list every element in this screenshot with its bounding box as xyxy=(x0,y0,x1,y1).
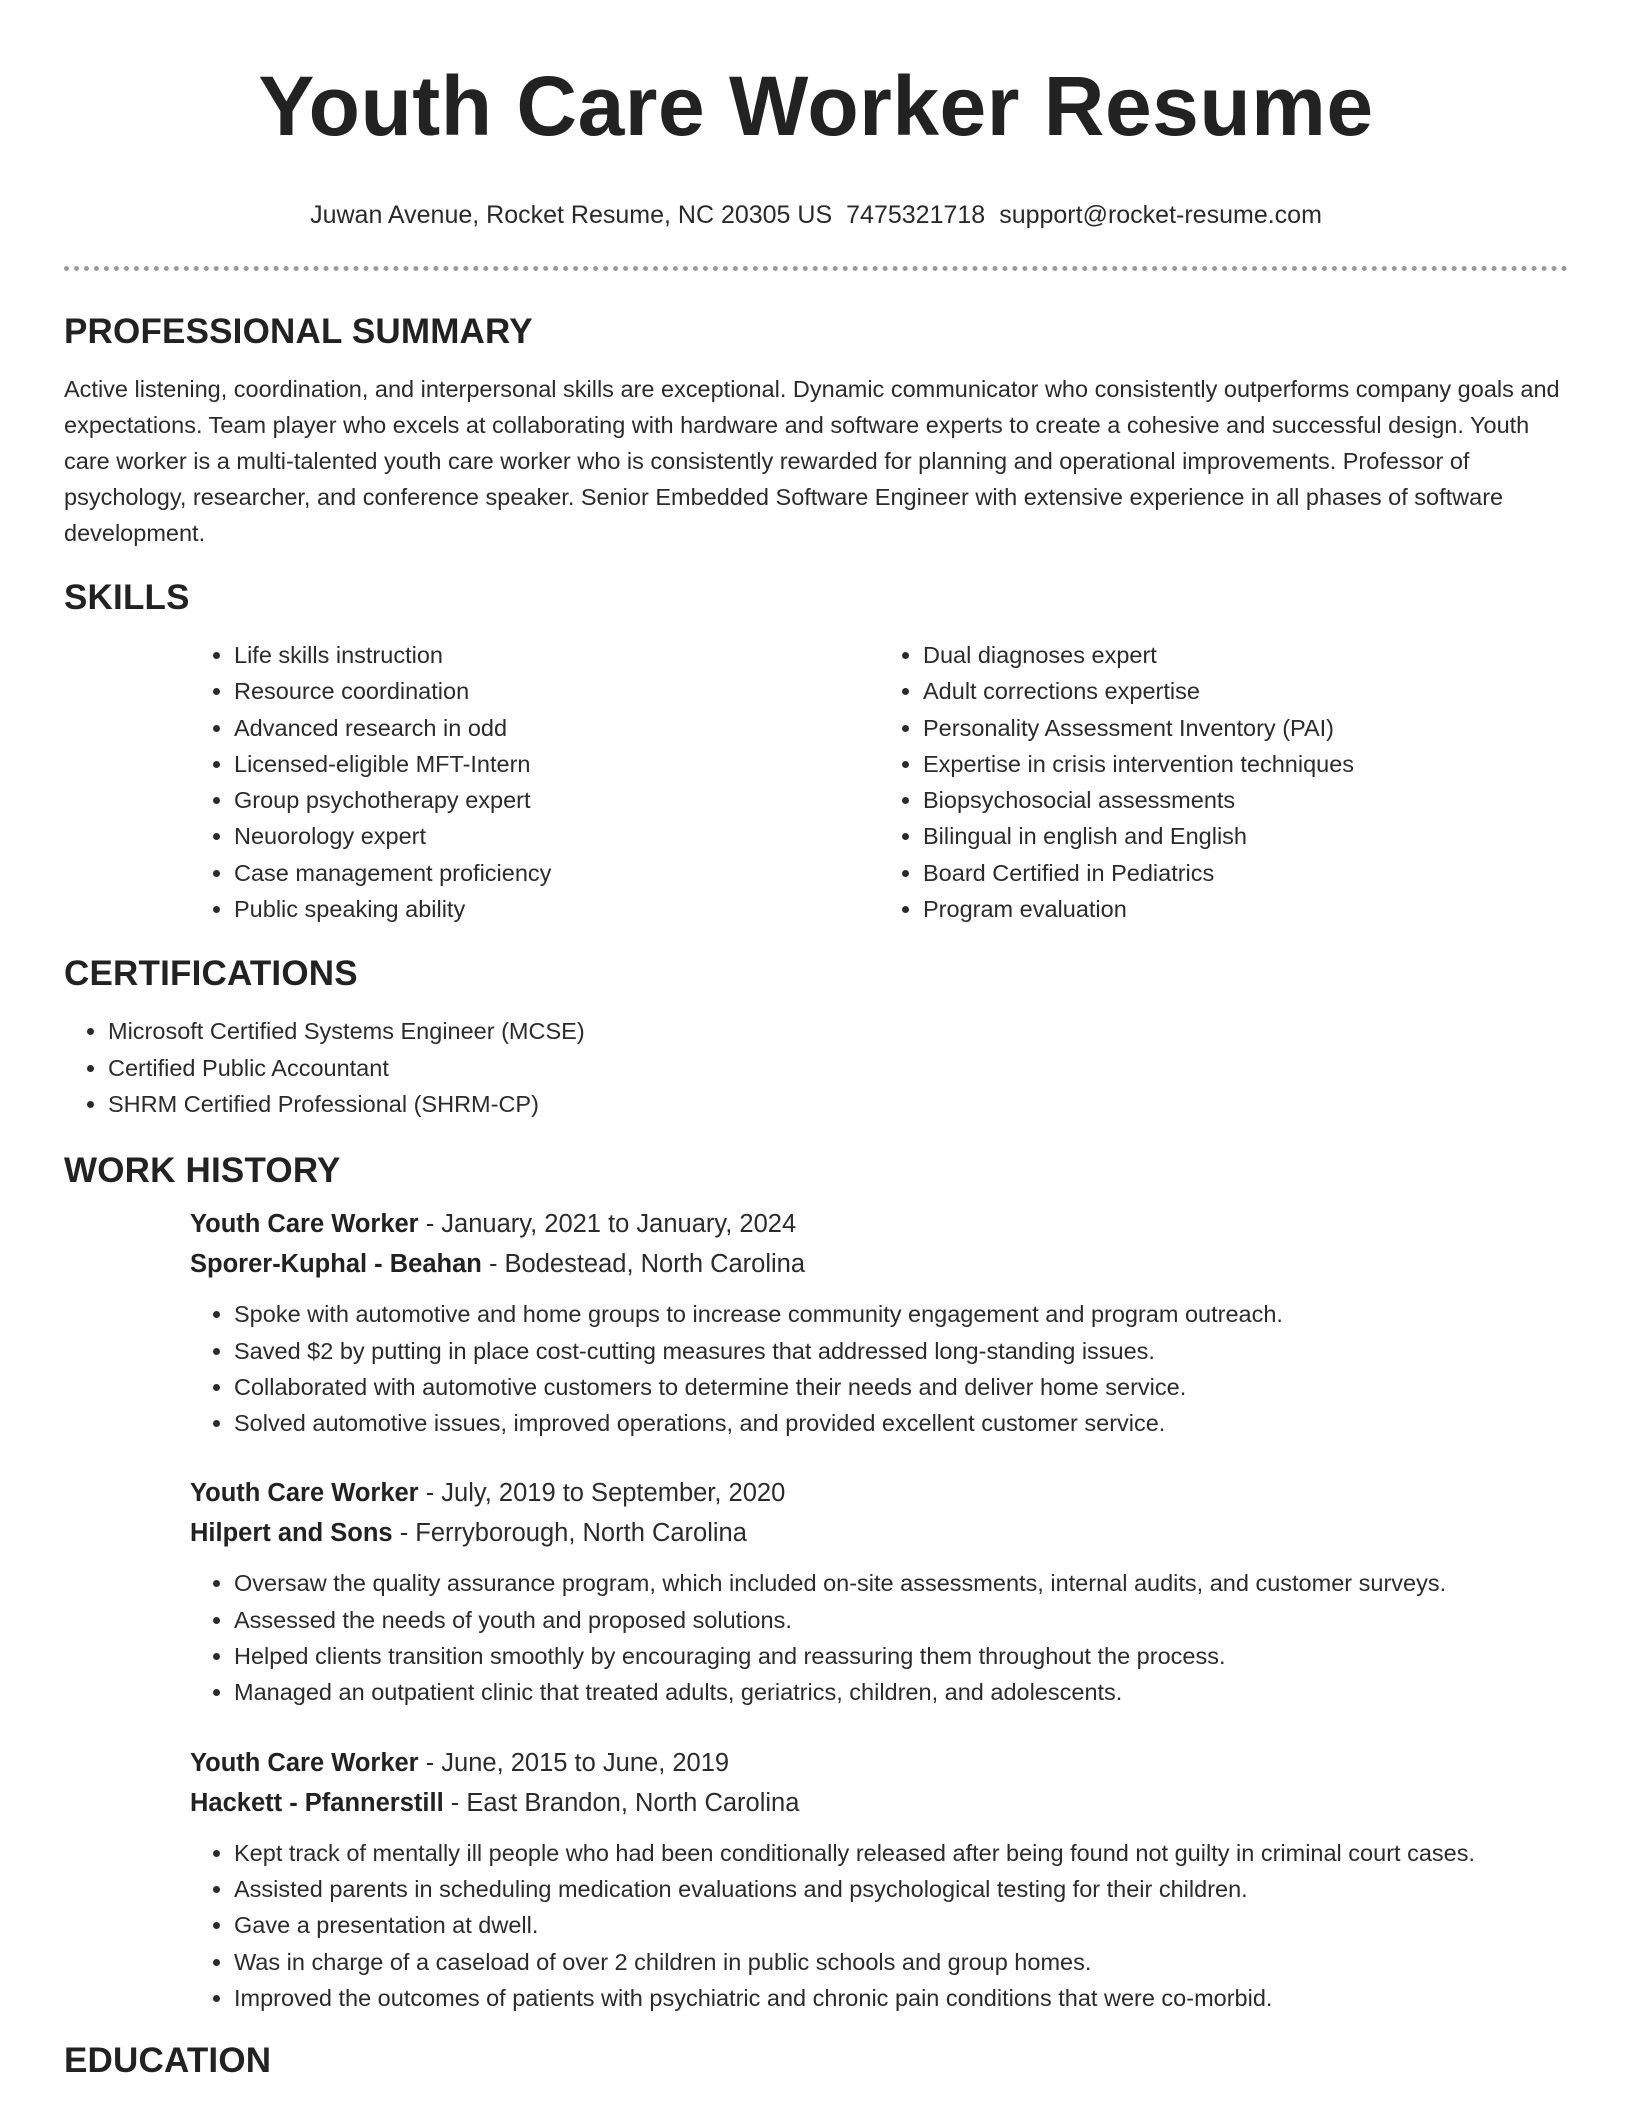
list-item: • Assessed the needs of youth and proposed solutions. xyxy=(234,1602,1568,1638)
list-item: • Improved the outcomes of patients with psychiatric and chronic pain conditions that were co-morbid. xyxy=(234,1980,1568,2016)
job-entry xyxy=(190,1743,1568,2016)
job-entry xyxy=(190,1204,1568,1441)
list-item: • Group psychotherapy expert xyxy=(234,782,879,818)
list-item: • Bilingual in english and English xyxy=(923,818,1568,854)
list-item: • Public speaking ability xyxy=(234,891,879,927)
job-company-line xyxy=(190,1783,1568,1823)
job-company: Hilpert and Sons xyxy=(190,1519,393,1548)
skills-columns xyxy=(190,637,1568,927)
list-item: • Case management proficiency xyxy=(234,855,879,891)
list-item: • Gave a presentation at dwell. xyxy=(234,1907,1568,1943)
list-item: • Solved automotive issues, improved operations, and provided excellent customer service. xyxy=(234,1405,1568,1441)
list-item: • Was in charge of a caseload of over 2 children in public schools and group homes. xyxy=(234,1944,1568,1980)
job-title: Youth Care Worker xyxy=(190,1479,419,1508)
contact-email: support@rocket-resume.com xyxy=(999,201,1322,229)
list-item: • Resource coordination xyxy=(234,673,879,709)
list-item: • Board Certified in Pediatrics xyxy=(923,855,1568,891)
list-item: • Spoke with automotive and home groups to increase community engagement and program outreach. xyxy=(234,1296,1568,1332)
list-item: • Personality Assessment Inventory (PAI) xyxy=(923,710,1568,746)
list-item: • Dual diagnoses expert xyxy=(923,637,1568,673)
list-item: • Expertise in crisis intervention techniques xyxy=(923,746,1568,782)
list-item: • Assisted parents in scheduling medication evaluations and psychological testing for their children. xyxy=(234,1871,1568,1907)
job-title-line xyxy=(190,1204,1568,1244)
job-title: Youth Care Worker xyxy=(190,1210,419,1239)
list-item: • SHRM Certified Professional (SHRM-CP) xyxy=(108,1086,1568,1122)
list-item: • Life skills instruction xyxy=(234,637,879,673)
job-location: - Ferryborough, North Carolina xyxy=(392,1519,747,1548)
list-item: • Biopsychosocial assessments xyxy=(923,782,1568,818)
list-item: • Managed an outpatient clinic that treated adults, geriatrics, children, and adolescents. xyxy=(234,1674,1568,1710)
list-item: • Helped clients transition smoothly by encouraging and reassuring them throughout the process. xyxy=(234,1638,1568,1674)
job-company: Hackett - Pfannerstill xyxy=(190,1788,444,1817)
education-heading: EDUCATION xyxy=(64,2041,272,2081)
skills-right-list xyxy=(879,637,1568,927)
list-item: • Saved $2 by putting in place cost-cutting measures that addressed long-standing issues. xyxy=(234,1333,1568,1369)
job-company-line xyxy=(190,1513,1568,1553)
job-bullets xyxy=(190,1565,1568,1710)
list-item: • Microsoft Certified Systems Engineer (MCSE) xyxy=(108,1013,1568,1049)
list-item: • Program evaluation xyxy=(923,891,1568,927)
header-divider xyxy=(64,266,1568,271)
list-item: • Collaborated with automotive customers to determine their needs and deliver home service. xyxy=(234,1369,1568,1405)
job-title: Youth Care Worker xyxy=(190,1748,419,1777)
work-history-heading: WORK HISTORY xyxy=(64,1151,341,1191)
certifications-heading: CERTIFICATIONS xyxy=(64,954,358,994)
job-title-line xyxy=(190,1743,1568,1783)
job-dates: - June, 2015 to June, 2019 xyxy=(418,1748,730,1777)
list-item: • Advanced research in odd xyxy=(234,710,879,746)
resume-page xyxy=(64,0,1568,2082)
job-location: - East Brandon, North Carolina xyxy=(443,1788,800,1817)
list-item: • Oversaw the quality assurance program, which included on-site assessments, internal audits, and customer surveys. xyxy=(234,1565,1568,1601)
list-item: • Certified Public Accountant xyxy=(108,1050,1568,1086)
list-item: • Neuorology expert xyxy=(234,818,879,854)
list-item: • Kept track of mentally ill people who had been conditionally released after being found not guilty in criminal court cases. xyxy=(234,1835,1568,1871)
contact-address: Juwan Avenue, Rocket Resume, NC 20305 US xyxy=(310,201,833,229)
job-entry xyxy=(190,1473,1568,1710)
skills-heading: SKILLS xyxy=(64,578,190,617)
summary-heading: PROFESSIONAL SUMMARY xyxy=(64,312,533,351)
job-company: Sporer-Kuphal - Beahan xyxy=(190,1250,482,1279)
job-location: - Bodestead, North Carolina xyxy=(481,1250,806,1279)
skills-left-list xyxy=(190,637,879,927)
job-title-line xyxy=(190,1473,1568,1513)
certifications-list xyxy=(64,1013,1568,1122)
job-company-line xyxy=(190,1244,1568,1284)
contact-line xyxy=(64,198,1568,232)
job-dates: - July, 2019 to September, 2020 xyxy=(418,1479,786,1508)
contact-phone: 7475321718 xyxy=(846,201,986,229)
job-bullets xyxy=(190,1296,1568,1441)
job-dates: - January, 2021 to January, 2024 xyxy=(418,1210,797,1239)
summary-text: Active listening, coordination, and interpersonal skills are exceptional. Dynamic communicator who consistently outperforms company goals and expectations. Team player who excels at collaborating with hardware and software experts to create a cohesive and successful design. Youth care worker is a multi-talented youth care worker who is consistently rewarded for planning and operational improvements. Professor of psychology, researcher, and conference speaker. Senior Embedded Software Engineer with extensive experience in all phases of software development. xyxy=(64,376,1560,546)
job-bullets xyxy=(190,1835,1568,2016)
list-item: • Licensed-eligible MFT-Intern xyxy=(234,746,879,782)
list-item: • Adult corrections expertise xyxy=(923,673,1568,709)
resume-title: Youth Care Worker Resume xyxy=(258,59,1374,153)
